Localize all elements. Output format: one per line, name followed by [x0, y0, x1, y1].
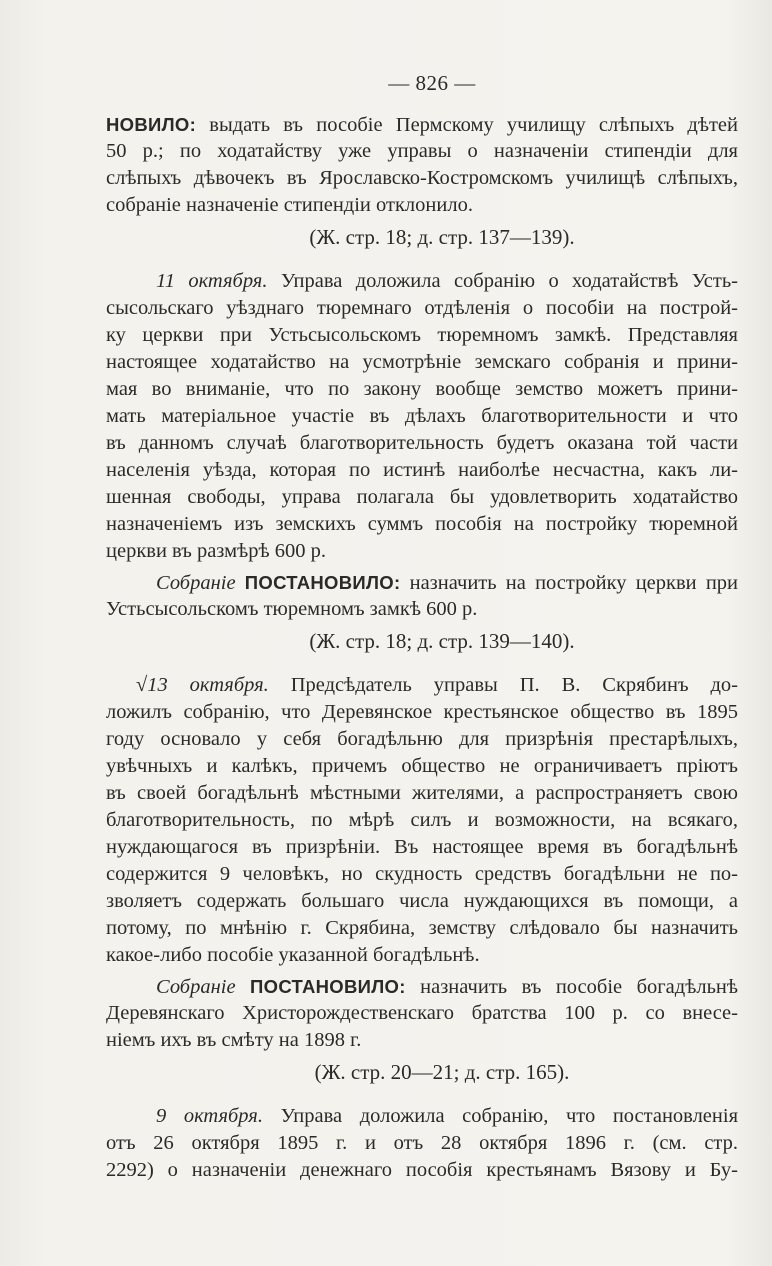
- text-line: какое-либо пособіе указанной богадѣльнѣ.: [106, 944, 480, 966]
- text-line: мать матеріальное участіе въ дѣлахъ благотворительности и что: [106, 405, 738, 427]
- text-line: Деревянскаго Христорождественскаго братства 100 р. со внесе-: [106, 1002, 738, 1024]
- text-line: зволяетъ содержать большаго числа нуждающихся въ помощи, а: [106, 890, 738, 912]
- text-line: благотворительность, по мѣрѣ силъ и возможности, на всякаго,: [106, 809, 738, 831]
- text-line: Собраніе ПОСТАНОВИЛО: назначить на постройку церкви при: [156, 572, 738, 594]
- text-line: ложилъ собранію, что Деревянское крестьянское общество въ 1895: [106, 701, 738, 723]
- text-line: году основало у себя богадѣльню для призрѣнія престарѣлыхъ,: [106, 728, 738, 750]
- assembly-word: Собраніе: [156, 976, 236, 998]
- text-line: въ своей богадѣльнѣ мѣстными жителями, а распространяетъ свою: [106, 782, 738, 804]
- paragraph-pension-blind-school: [106, 111, 738, 254]
- text-line: Устьсысольскомъ тюремномъ замкѣ 600 р.: [106, 598, 478, 620]
- text-line: сысольскаго уѣзднаго тюремнаго отдѣленія о пособіи на построй-: [106, 297, 738, 319]
- text-line: нуждающагося въ призрѣніи. Въ настоящее время въ богадѣльнѣ: [106, 836, 738, 858]
- journal-reference: (Ж. стр. 20—21; д. стр. 165).: [314, 1060, 570, 1084]
- text-line: 2292) о назначеніи денежнаго пособія крестьянамъ Вязову и Бу-: [106, 1159, 738, 1181]
- text-line: содержится 9 человѣкъ, но скудность средствъ богадѣльни не по-: [106, 863, 738, 885]
- text-line: 50 р.; по ходатайству уже управы о назначеніи стипендіи для: [106, 140, 738, 162]
- page-text: [106, 70, 738, 1184]
- text-line: настоящее ходатайство на усмотрѣніе земскаго собранія и прини-: [106, 351, 738, 373]
- text-line: НОВИЛО: выдать въ пособіе Пермскому училищу слѣпыхъ дѣтей: [106, 114, 738, 136]
- text-line: назначеніемъ изъ земскихъ суммъ пособія на постройку тюремной: [106, 513, 738, 535]
- text-line: въ данномъ случаѣ благотворительность будетъ оказана той части: [106, 432, 738, 454]
- resolution-lead: ПОСТАНОВИЛО:: [244, 572, 401, 593]
- text-line: мая во вниманіе, что по закону вообще земство можетъ прини-: [106, 378, 738, 400]
- text-line: ку церкви при Устьсысольскомъ тюремномъ замкѣ. Представляя: [106, 324, 738, 346]
- text-line: ніемъ ихъ въ смѣту на 1898 г.: [106, 1029, 362, 1051]
- entry-date: 9 октября.: [156, 1105, 263, 1127]
- text-line: потому, по мнѣнію г. Скрябина, земству слѣдовало бы назначить: [106, 917, 738, 939]
- entry-date: 13 октября.: [147, 674, 269, 696]
- text-line: увѣчныхъ и калѣкъ, причемъ общество не ограничиваетъ пріютъ: [106, 755, 738, 777]
- page-number: — 826 —: [388, 71, 476, 95]
- text-line: 9 октября. Управа доложила собранію, что постановленія: [156, 1105, 738, 1127]
- text-line: Собраніе ПОСТАНОВИЛО: назначить въ пособіе богадѣльнѣ: [156, 976, 738, 998]
- text-line: 11 октября. Управа доложила собранію о ходатайствѣ Усть-: [156, 270, 738, 292]
- resolution-lead: НОВИЛО:: [106, 114, 197, 135]
- text-line: населенія уѣзда, которая по истинѣ наиболѣе несчастна, какъ ли-: [106, 459, 738, 481]
- resolution-lead: ПОСТАНОВИЛО:: [250, 976, 406, 997]
- text-line: шенная свободы, управа полагала бы удовлетворить ходатайство: [106, 486, 738, 508]
- text-line: √13 октября. Предсѣдатель управы П. В. Скрябинъ до-: [136, 674, 738, 696]
- text-line: слѣпыхъ дѣвочекъ въ Ярославско-Костромскомъ училищѣ слѣпыхъ,: [106, 167, 738, 189]
- journal-reference: (Ж. стр. 18; д. стр. 137—139).: [309, 225, 575, 249]
- text-line: отъ 26 октября 1895 г. и отъ 28 октября 1896 г. (см. стр.: [106, 1132, 738, 1154]
- paragraph-prison-church: [106, 268, 738, 658]
- check-mark-icon: √: [136, 674, 148, 696]
- text-line: церкви въ размѣрѣ 600 р.: [106, 540, 326, 562]
- paragraph-peasant-grant: [106, 1103, 738, 1184]
- paragraph-almshouse: [106, 672, 738, 1089]
- journal-reference: (Ж. стр. 18; д. стр. 139—140).: [309, 629, 575, 653]
- text-line: собраніе назначеніе стипендіи отклонило.: [106, 194, 473, 216]
- assembly-word: Собраніе: [156, 572, 236, 594]
- entry-date: 11 октября.: [156, 270, 268, 292]
